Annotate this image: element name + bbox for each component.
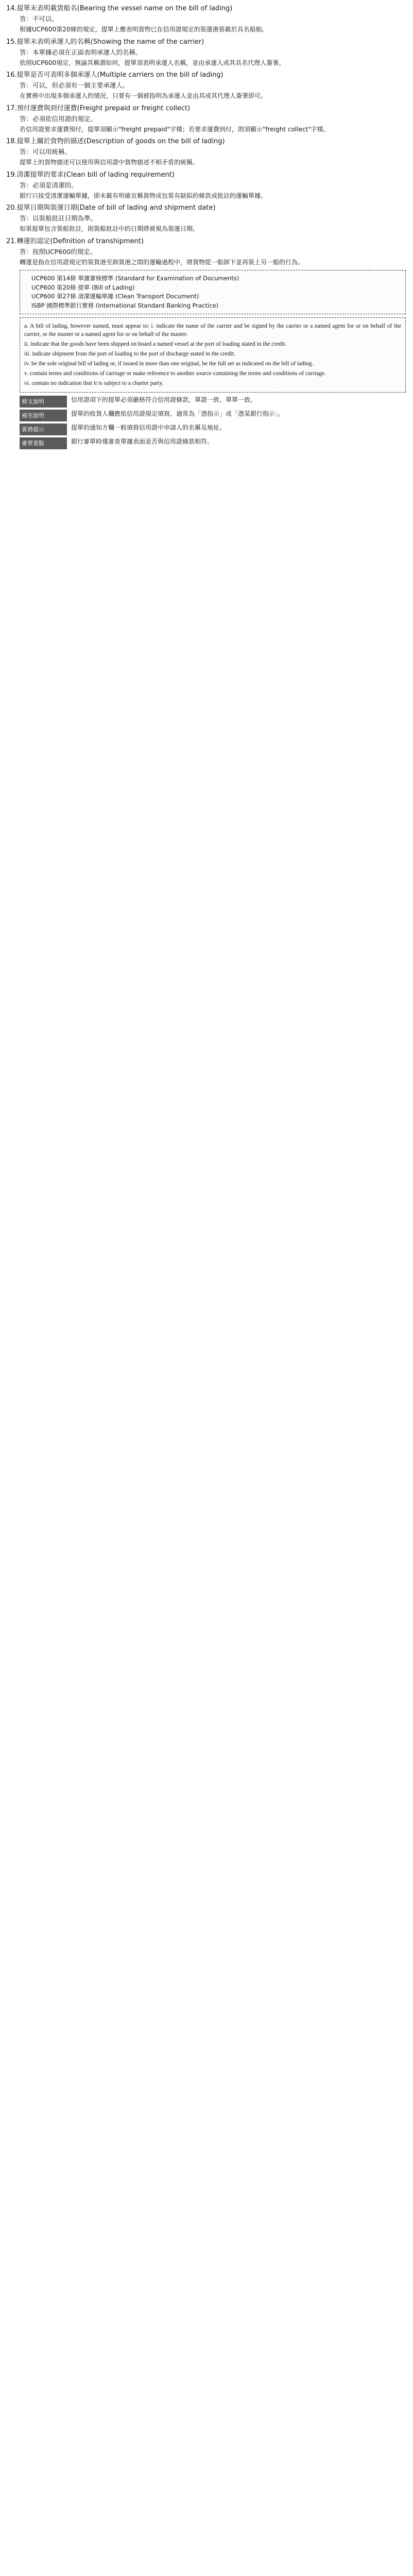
- quote-line-5: vi. contain no indication that it is subject to a charter party.: [24, 380, 164, 386]
- answer-text: 答：必須依信用證的規定。: [20, 114, 97, 123]
- answer-text: 答：可以用統稱。: [20, 148, 72, 156]
- quote-line-0: a. A bill of lading, however named, must appear to: i. indicate the name of the carrier and be signed by the carrier or a named agent for or on behalf of the carrier, or the master or a named agent for or on behalf of the master.: [24, 323, 401, 337]
- ucp-note-3: ISBP 國際標準銀行實務 (International Standard Banking Practice): [31, 301, 219, 309]
- answer-text: 答：按照UCP600的規定。: [20, 247, 97, 256]
- side-note-row-0: [20, 396, 406, 408]
- question-title: 14.提單未表明載貨船名(Bearing the vessel name on the bill of lading): [6, 5, 233, 12]
- explanation-paragraph: 轉運是指在信用證規定的裝貨港至卸貨港之間的運輸過程中，將貨物從一船卸下並再裝上另一船的行為。: [20, 258, 304, 266]
- question-title: 17.預付運費與到付運費(Freight prepaid or freight collect): [6, 104, 191, 112]
- faq-section: [6, 104, 406, 134]
- explanation-paragraph: 依照UCP600規定，無論其稱謂如何，提單須表明承運人名稱，並由承運人或其具名代理人簽署。: [20, 59, 285, 66]
- side-note-row-1: [20, 410, 406, 421]
- answer-text: 答：本單據必須在正面表明承運人的名稱。: [20, 48, 142, 56]
- quote-line-1: ii. indicate that the goods have been shipped on board a named vessel at the port of loading stated in the credit.: [24, 341, 287, 347]
- question-title: 18.提單上關於貨物的描述(Description of goods on the bill of lading): [6, 138, 225, 145]
- question-title: 19.清潔提單的要求(Clean bill of lading requirement): [6, 171, 175, 179]
- faq-section: [6, 38, 406, 67]
- side-text-3: 銀行審單時僅審查單據表面是否與信用證條款相符。: [71, 438, 214, 445]
- document-body: [6, 4, 406, 266]
- explanation-paragraph: 銀行只接受清潔運輸單據，即未載有明確宣稱貨物或包裝有缺陷的條款或批註的運輸單據。: [20, 192, 267, 199]
- answer-text: 答：必須是清潔的。: [20, 181, 78, 189]
- side-text-0: 信用證項下的提單必須嚴格符合信用證條款，單證一致、單單一致。: [71, 396, 257, 403]
- explanation-paragraph: 在實務中出現多個承運人的情況，只要有一個被指明為承運人並由其或其代理人簽署即可。: [20, 92, 267, 99]
- quote-line-3: iv. be the sole original bill of lading or, if issued in more than one original, be the full set as indicated on the bill of lading.: [24, 361, 314, 367]
- faq-section: [6, 137, 406, 167]
- question-title: 21.轉運的認定(Definition of transhipment): [6, 237, 144, 245]
- explanation-paragraph: 提單上的貨物描述可以使用與信用證中貨物描述不相矛盾的統稱。: [20, 159, 199, 166]
- quote-line-2: iii. indicate shipment from the port of loading to the port of discharge stated in the credit.: [24, 351, 235, 357]
- ucp-note-1: UCP600 第20條 提單 (Bill of Lading): [31, 283, 135, 291]
- ucp-reference-box: [20, 270, 406, 314]
- side-label-0: 條文說明: [20, 396, 67, 408]
- side-label-1: 補充說明: [20, 410, 67, 421]
- quote-line-4: v. contain terms and conditions of carriage or make reference to another source containing the terms and conditions of carriage.: [24, 370, 326, 377]
- faq-section: [6, 237, 406, 267]
- explanation-paragraph: 若信用證要求運費預付，提單須顯示"freight prepaid"字樣；若要求運費到付，則須顯示"freight collect"字樣。: [20, 125, 330, 133]
- faq-section: [6, 4, 406, 34]
- side-label-2: 實務提示: [20, 423, 67, 435]
- faq-section: [6, 204, 406, 233]
- answer-text: 答：不可以。: [20, 15, 59, 23]
- side-text-2: 提單的通知方欄一般填寫信用證中申請人的名稱及地址。: [71, 424, 226, 431]
- question-title: 15.提單未表明承運人的名稱(Showing the name of the carrier): [6, 38, 204, 46]
- english-quote-box: [20, 317, 406, 393]
- question-title: 20.提單日期與裝運日期(Date of bill of lading and shipment date): [6, 204, 216, 212]
- explanation-paragraph: 根據UCP600第20條的規定，提單上應表明貨物已在信用證規定的裝運港裝載於具名船舶。: [20, 26, 268, 33]
- side-label-3: 審單要點: [20, 437, 67, 449]
- ucp-note-2: UCP600 第27條 清潔運輸單據 (Clean Transport Document): [31, 293, 199, 300]
- side-note-row-3: [20, 437, 406, 449]
- question-title: 16.提單是否可表明多個承運人(Multiple carriers on the bill of lading): [6, 71, 223, 79]
- side-note-row-2: [20, 423, 406, 435]
- ucp-note-0: UCP600 第14條 單據審核標準 (Standard for Examination of Documents): [31, 275, 239, 282]
- faq-section: [6, 171, 406, 200]
- answer-text: 答：可以，但必須有一個主要承運人。: [20, 81, 129, 89]
- answer-text: 答：以裝船批註日期為準。: [20, 214, 97, 222]
- explanation-paragraph: 如果提單包含裝船批註，則裝船批註中的日期將被視為裝運日期。: [20, 225, 199, 232]
- side-text-1: 提單的收貨人欄應依信用證規定填寫，通常為「憑指示」或「憑某銀行指示」。: [71, 410, 285, 417]
- faq-section: [6, 71, 406, 100]
